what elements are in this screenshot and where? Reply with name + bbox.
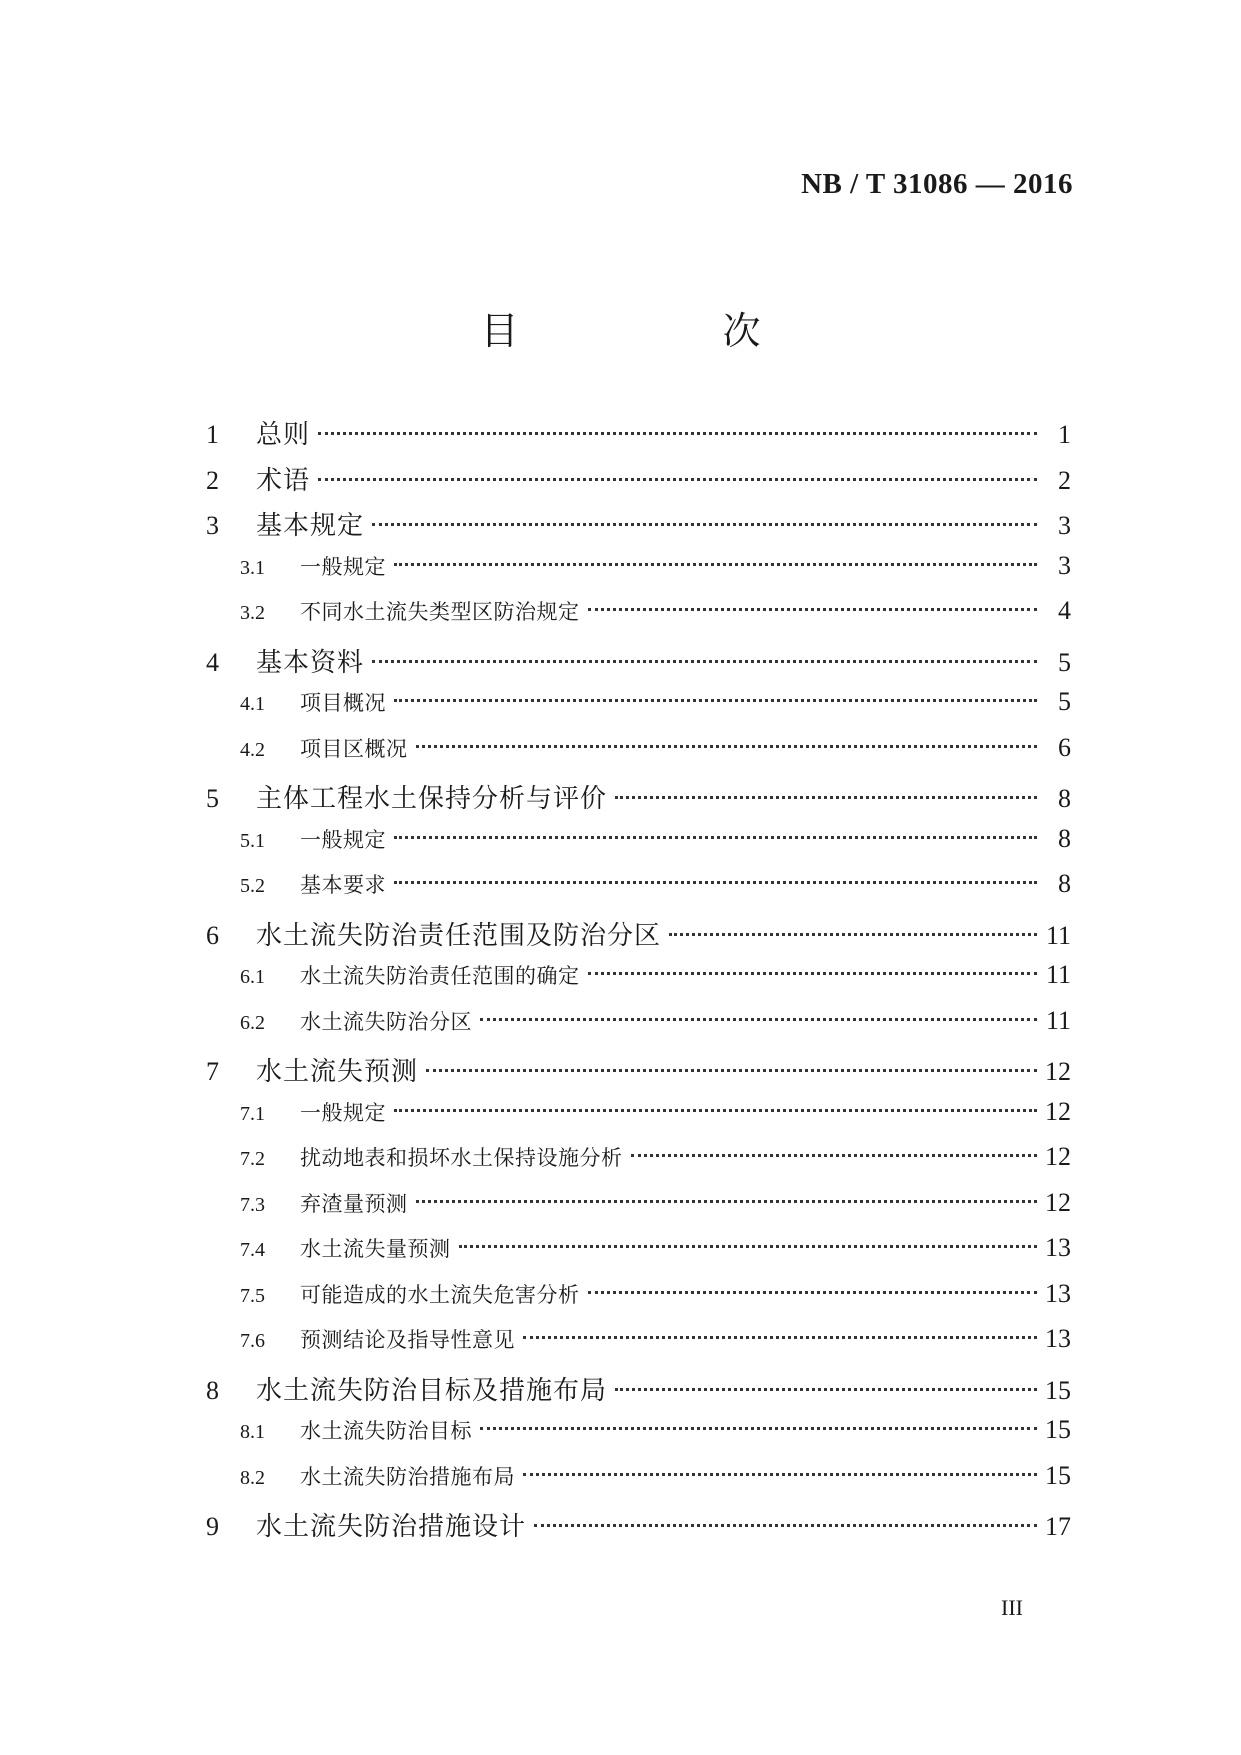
toc-entry-label: 水土流失防治措施布局: [300, 1464, 515, 1489]
toc-entry-page: 5: [1058, 687, 1071, 716]
standard-code: NB / T 31086 — 2016: [801, 168, 1073, 200]
toc-entry-number: 7.3: [240, 1193, 265, 1216]
dot-leader: [523, 1336, 1037, 1339]
toc-entry-label: 扰动地表和损坏水土保持设施分析: [300, 1146, 623, 1170]
toc-entry-section[interactable]: [206, 1097, 1071, 1143]
toc-entry-section[interactable]: [206, 733, 1071, 779]
dot-leader: [534, 1524, 1037, 1527]
toc-entry-number: 7.5: [240, 1284, 265, 1307]
toc-entry-label: 水土流失防治目标及措施布局: [256, 1375, 608, 1406]
toc-entry-section[interactable]: [206, 1006, 1071, 1052]
dot-leader: [394, 563, 1037, 566]
toc-entry-section[interactable]: [206, 1415, 1071, 1461]
toc-entry-number: 5.2: [240, 875, 265, 897]
toc-entry-chapter[interactable]: [206, 505, 1071, 551]
toc-entry-number: 7.6: [240, 1330, 265, 1352]
dot-leader: [416, 1200, 1038, 1203]
dot-leader: [669, 933, 1037, 936]
dot-leader: [588, 972, 1038, 975]
toc-entry-chapter[interactable]: [206, 414, 1071, 460]
toc-entry-page: 5: [1058, 647, 1071, 677]
toc-entry-chapter[interactable]: [206, 1370, 1071, 1416]
toc-entry-page: 4: [1058, 596, 1071, 625]
toc-entry-page: 11: [1045, 1005, 1071, 1035]
toc-entry-page: 17: [1045, 1512, 1071, 1541]
toc-entry-number: 9: [206, 1512, 219, 1541]
toc-entry-page: 13: [1045, 1233, 1071, 1262]
toc-entry-number: 6.2: [240, 1011, 265, 1034]
toc-entry-number: 4: [206, 647, 219, 677]
dot-leader: [394, 881, 1037, 884]
toc-entry-label: 一般规定: [300, 554, 386, 579]
toc-entry-section[interactable]: [206, 869, 1071, 915]
toc-entry-number: 2: [206, 465, 219, 495]
table-of-contents: [206, 414, 1071, 1552]
toc-entry-chapter[interactable]: [206, 460, 1071, 506]
toc-entry-number: 4.2: [240, 738, 265, 761]
toc-entry-label: 水土流失量预测: [300, 1237, 451, 1261]
toc-entry-number: 7.1: [240, 1102, 265, 1125]
toc-entry-label: 总则: [256, 420, 311, 450]
toc-entry-section[interactable]: [206, 1324, 1071, 1370]
dot-leader: [588, 608, 1038, 611]
page-number: III: [1001, 1595, 1023, 1620]
toc-entry-page: 13: [1045, 1324, 1071, 1353]
toc-entry-number: 5.1: [240, 829, 265, 852]
toc-entry-page: 12: [1045, 1057, 1071, 1086]
toc-entry-number: 6.1: [240, 966, 265, 988]
toc-entry-page: 3: [1058, 511, 1071, 540]
toc-entry-page: 12: [1045, 1096, 1071, 1126]
toc-entry-number: 6: [206, 920, 219, 950]
toc-entry-chapter[interactable]: [206, 1506, 1071, 1552]
toc-entry-section[interactable]: [206, 687, 1071, 733]
toc-entry-page: 11: [1045, 920, 1071, 950]
toc-entry-label: 主体工程水土保持分析与评价: [256, 784, 608, 814]
toc-entry-label: 弃渣量预测: [300, 1191, 408, 1216]
page-title: 目 次: [480, 309, 857, 353]
toc-entry-number: 3.2: [240, 602, 265, 624]
toc-entry-page: 3: [1058, 550, 1071, 580]
toc-entry-chapter[interactable]: [206, 642, 1071, 688]
toc-entry-label: 项目区概况: [300, 736, 408, 761]
toc-entry-chapter[interactable]: [206, 1051, 1071, 1097]
dot-leader: [615, 1388, 1037, 1391]
toc-entry-section[interactable]: [206, 596, 1071, 642]
toc-entry-section[interactable]: [206, 1188, 1071, 1234]
toc-entry-page: 2: [1058, 465, 1071, 495]
toc-entry-section[interactable]: [206, 824, 1071, 870]
toc-entry-page: 12: [1045, 1187, 1071, 1217]
toc-entry-chapter[interactable]: [206, 778, 1071, 824]
toc-entry-label: 一般规定: [300, 827, 386, 852]
toc-entry-page: 13: [1045, 1278, 1071, 1308]
dot-leader: [394, 1109, 1037, 1112]
toc-entry-label: 基本资料: [256, 647, 365, 678]
dot-leader: [426, 1069, 1037, 1072]
toc-entry-section[interactable]: [206, 1233, 1071, 1279]
dot-leader: [372, 660, 1037, 663]
toc-entry-page: 8: [1058, 823, 1071, 853]
toc-entry-label: 水土流失防治措施设计: [256, 1512, 527, 1542]
toc-entry-page: 11: [1045, 960, 1071, 989]
toc-entry-number: 7.2: [240, 1148, 265, 1170]
toc-entry-section[interactable]: [206, 960, 1071, 1006]
toc-entry-number: 8.2: [240, 1466, 265, 1489]
toc-entry-number: 8: [206, 1375, 219, 1405]
toc-entry-label: 水土流失防治分区: [300, 1009, 472, 1034]
toc-entry-label: 术语: [256, 465, 311, 496]
toc-entry-label: 可能造成的水土流失危害分析: [300, 1282, 580, 1307]
toc-entry-label: 项目概况: [300, 691, 386, 715]
toc-entry-page: 15: [1045, 1460, 1071, 1490]
toc-entry-page: 6: [1058, 732, 1071, 762]
dot-leader: [523, 1473, 1037, 1476]
toc-entry-chapter[interactable]: [206, 915, 1071, 961]
toc-entry-section[interactable]: [206, 1279, 1071, 1325]
toc-entry-number: 8.1: [240, 1421, 265, 1443]
dot-leader: [372, 523, 1037, 526]
toc-entry-page: 12: [1045, 1142, 1071, 1171]
toc-entry-section[interactable]: [206, 1142, 1071, 1188]
dot-leader: [318, 432, 1037, 435]
toc-entry-number: 1: [206, 420, 219, 449]
toc-entry-number: 4.1: [240, 693, 265, 715]
toc-entry-label: 水土流失预测: [256, 1057, 419, 1087]
dot-leader: [459, 1245, 1038, 1248]
toc-entry-section[interactable]: [206, 1461, 1071, 1507]
toc-entry-number: 7.4: [240, 1239, 265, 1261]
toc-entry-number: 7: [206, 1057, 219, 1086]
dot-leader: [416, 745, 1038, 748]
dot-leader: [394, 699, 1037, 702]
dot-leader: [394, 836, 1037, 839]
dot-leader: [318, 478, 1037, 481]
toc-entry-page: 8: [1058, 869, 1071, 898]
toc-entry-page: 15: [1045, 1415, 1071, 1444]
toc-entry-page: 1: [1058, 420, 1071, 449]
dot-leader: [631, 1154, 1038, 1157]
toc-entry-label: 一般规定: [300, 1100, 386, 1125]
toc-entry-page: 8: [1058, 784, 1071, 813]
dot-leader: [615, 796, 1037, 799]
toc-entry-number: 3.1: [240, 556, 265, 579]
toc-entry-label: 水土流失防治目标: [300, 1419, 472, 1443]
toc-entry-label: 基本规定: [256, 511, 365, 541]
toc-entry-page: 15: [1045, 1375, 1071, 1405]
dot-leader: [480, 1427, 1037, 1430]
toc-entry-label: 水土流失防治责任范围及防治分区: [256, 920, 662, 951]
toc-entry-label: 水土流失防治责任范围的确定: [300, 964, 580, 988]
dot-leader: [480, 1018, 1037, 1021]
toc-entry-label: 不同水土流失类型区防治规定: [300, 600, 580, 624]
toc-entry-number: 3: [206, 511, 219, 540]
toc-entry-label: 预测结论及指导性意见: [300, 1328, 515, 1352]
dot-leader: [588, 1291, 1038, 1294]
toc-entry-label: 基本要求: [300, 873, 386, 897]
toc-entry-section[interactable]: [206, 551, 1071, 597]
toc-entry-number: 5: [206, 784, 219, 813]
